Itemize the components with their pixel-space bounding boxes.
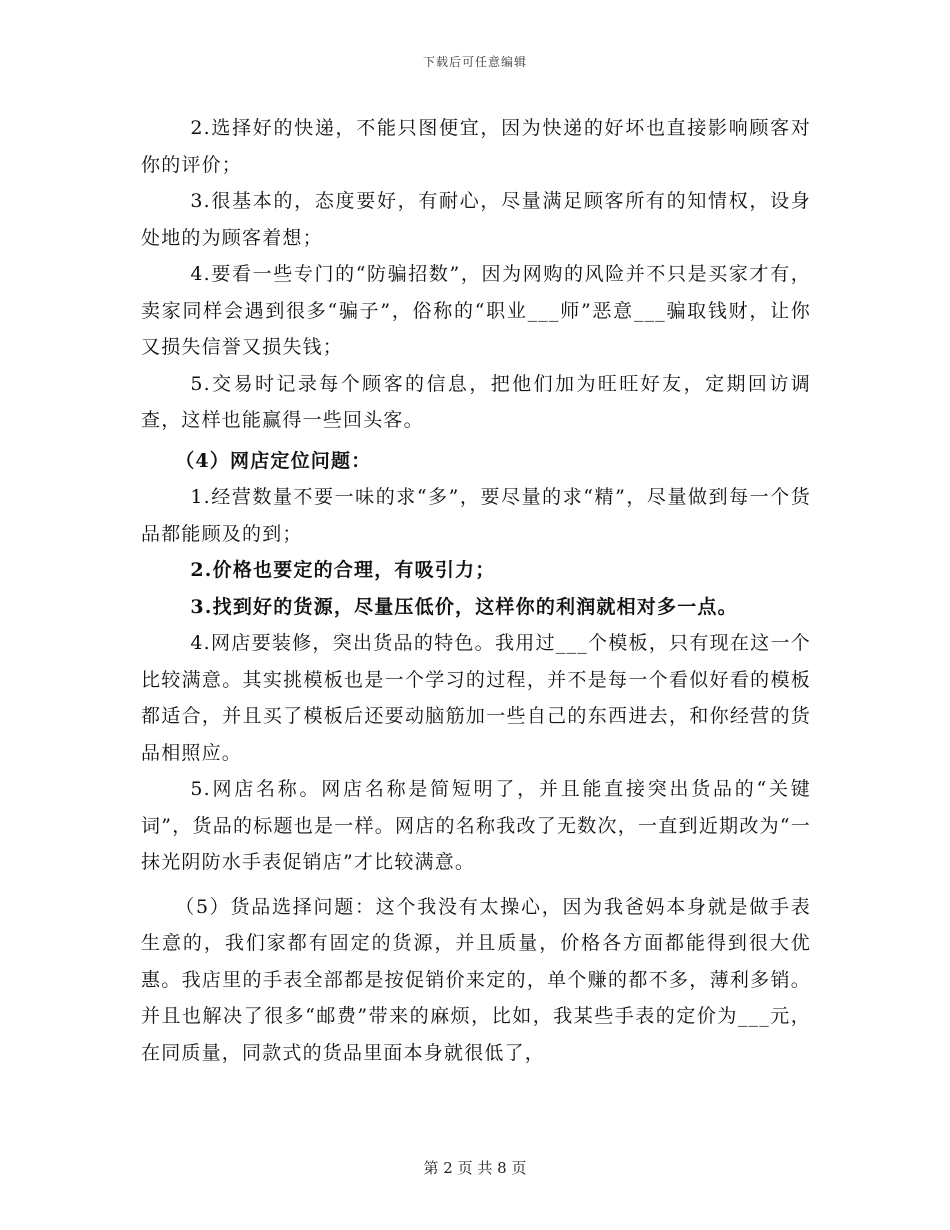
section-heading-store-positioning: （4）网店定位问题： (175, 449, 372, 472)
document-body (141, 110, 811, 1071)
paragraph-courier-choice: 2.选择好的快递，不能只图便宜，因为快递的好坏也直接影响顾客对你的评价； (141, 117, 811, 176)
paragraph-store-name: 5.网店名称。网店名称是简短明了，并且能直接突出货品的“关键词”，货品的标题也是一样。网店的名称我改了无数次，一直到近期改为“一抹光阴防水手表促销店”才比较满意。 (141, 778, 811, 873)
paragraph-product-selection: （5）货品选择问题：这个我没有太操心，因为我爸妈本身就是做手表生意的，我们家都有固定的货源，并且质量，价格各方面都能得到很大优惠。我店里的手表全部都是按促销价来定的，单个赚的都不多，薄利多销。并且也解决了很多“邮费”带来的麻烦，比如，我某些手表的定价为___元，在同质量，同款式的货品里面本身就很低了， (141, 895, 811, 1064)
paragraph-anti-fraud: 4.要看一些专门的“防骗招数”，因为网购的风险并不只是买家才有，卖家同样会遇到很多“骗子”，俗称的“职业___师”恶意___骗取钱财，让你又损失信誉又损失钱； (141, 263, 811, 358)
page-number-footer: 第 2 页 共 8 页 (423, 1159, 527, 1177)
paragraph-quantity: 1.经营数量不要一味的求“多”，要尽量的求“精”，尽量做到每一个货品都能顾及的到； (141, 486, 811, 545)
paragraph-sourcing: 3.找到好的货源，尽量压低价，这样你的利润就相对多一点。 (190, 595, 738, 618)
paragraph-customer-records: 5.交易时记录每个顾客的信息，把他们加为旺旺好友，定期回访调查，这样也能赢得一些回头客。 (141, 372, 811, 431)
paragraph-store-decoration: 4.网店要装修，突出货品的特色。我用过___个模板，只有现在这一个比较满意。其实挑模板也是一个学习的过程，并不是每一个看似好看的模板都适合，并且买了模板后还要动脑筋加一些自己的东西进去，和你经营的货品相照应。 (141, 632, 811, 764)
page-header: 下载后可任意编辑 (422, 55, 527, 69)
paragraph-pricing: 2.价格也要定的合理，有吸引力； (190, 559, 496, 581)
paragraph-attitude: 3.很基本的，态度要好，有耐心，尽量满足顾客所有的知情权，设身处地的为顾客着想； (141, 190, 811, 249)
